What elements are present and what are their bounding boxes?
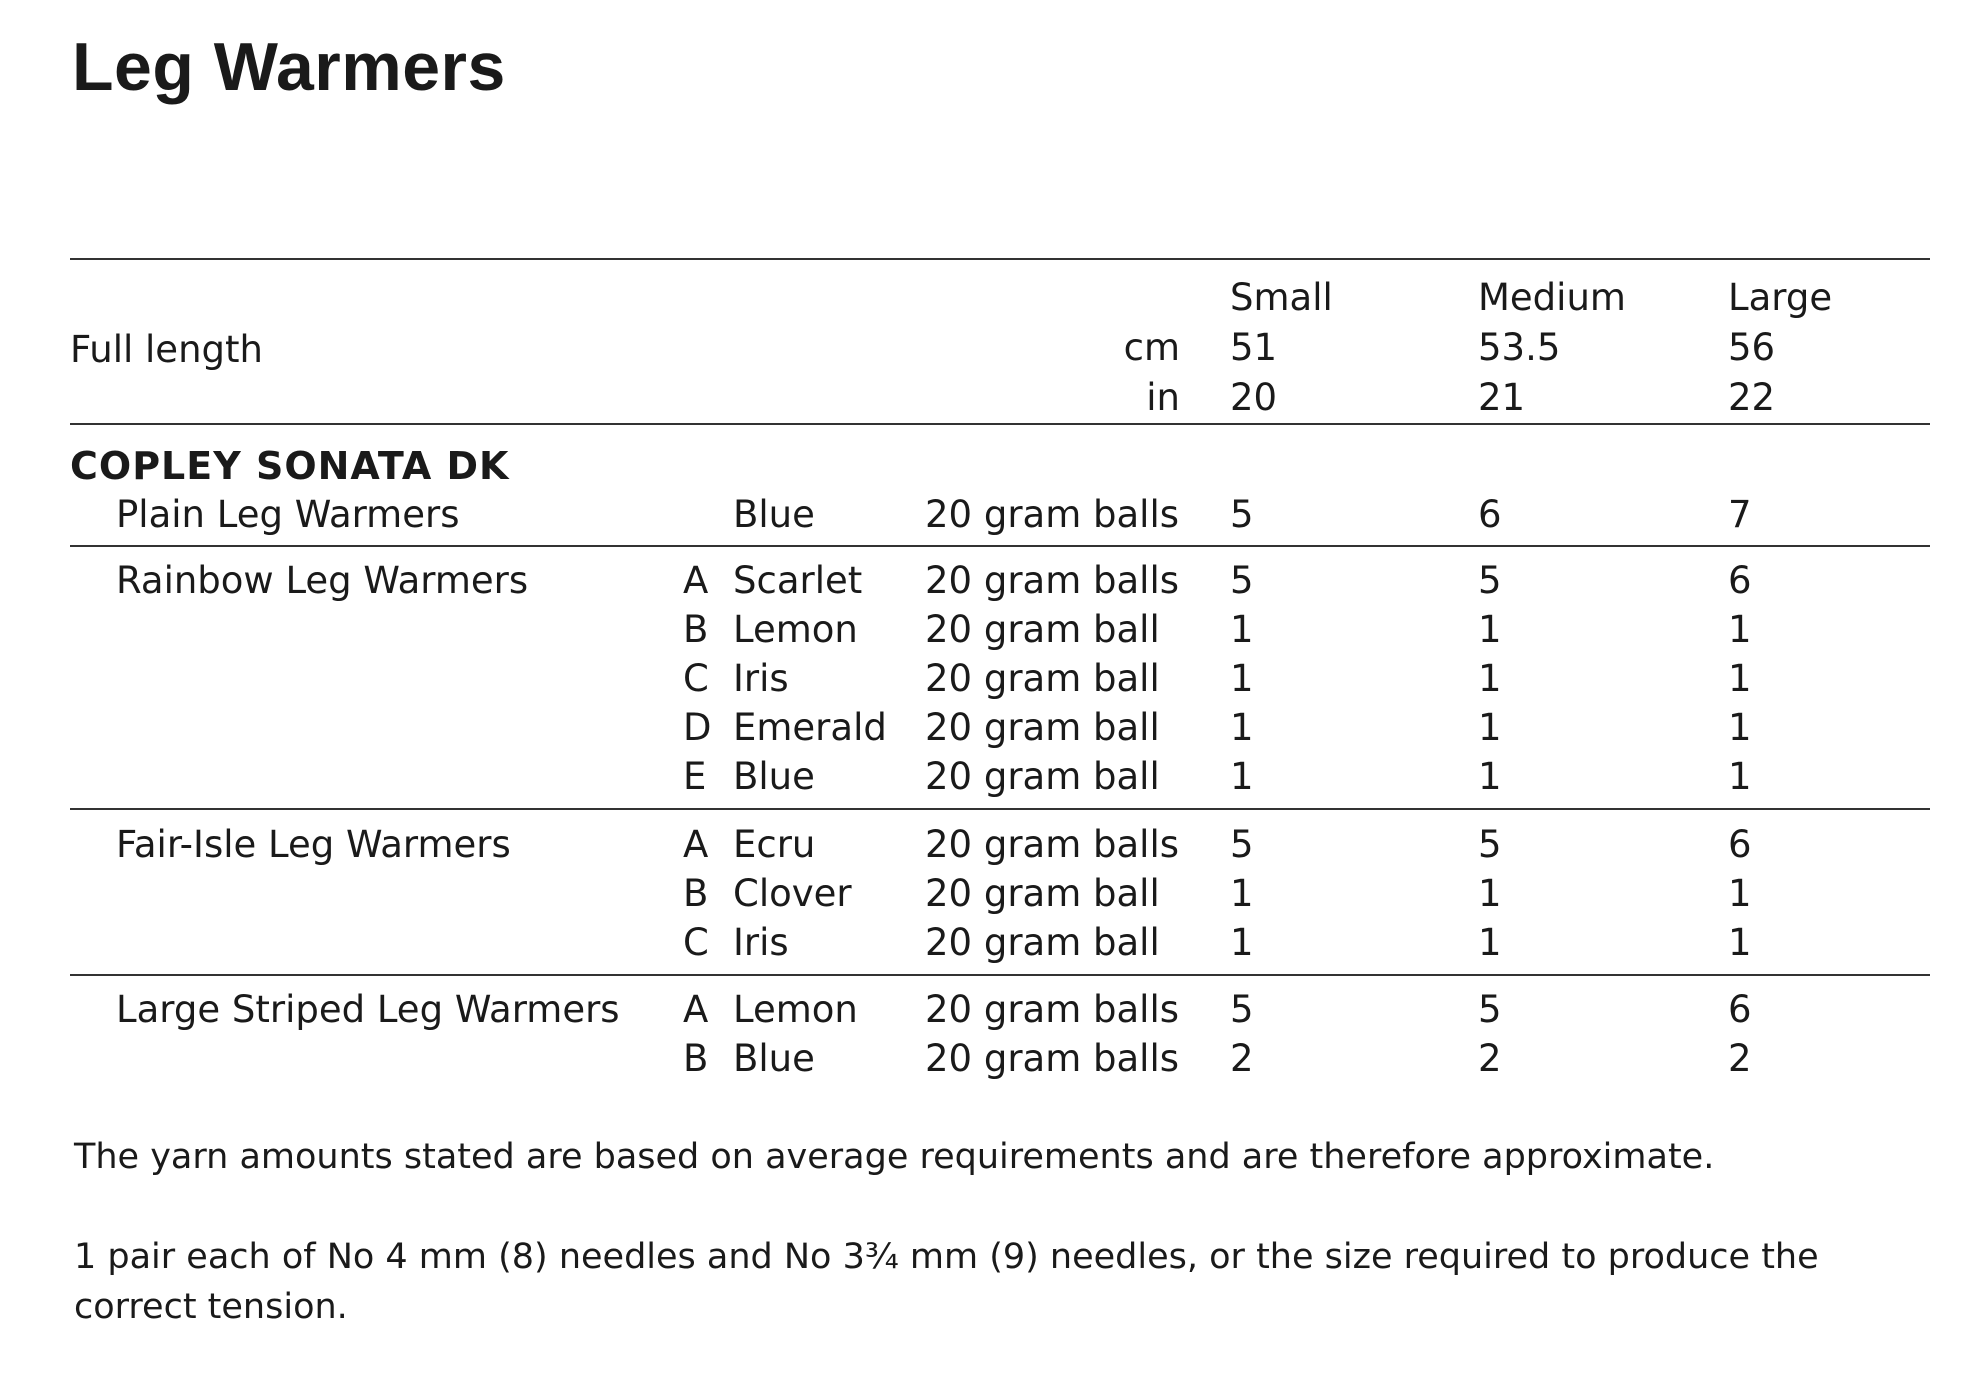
row-letter: B — [683, 872, 709, 915]
row-value-small: 5 — [1230, 988, 1254, 1031]
row-letter: B — [683, 608, 709, 651]
row-value-small: 1 — [1230, 608, 1254, 651]
row-letter: C — [683, 921, 709, 964]
row-value-medium: 1 — [1478, 608, 1502, 651]
row-letter: E — [683, 755, 707, 798]
full-length-in-large: 22 — [1728, 376, 1776, 419]
full-length-in-small: 20 — [1230, 376, 1278, 419]
yarn-note: The yarn amounts stated are based on average requirements and are therefore approximate. — [74, 1137, 1715, 1177]
row-unit: 20 gram balls — [925, 823, 1180, 866]
row-value-medium: 1 — [1478, 755, 1502, 798]
row-unit: 20 gram ball — [925, 608, 1160, 651]
full-length-cm-small: 51 — [1230, 326, 1278, 369]
row-value-small: 5 — [1230, 559, 1254, 602]
table-rule — [70, 545, 1930, 547]
full-length-label: Full length — [70, 328, 263, 371]
row-letter: A — [683, 988, 709, 1031]
row-unit: 20 gram ball — [925, 872, 1160, 915]
size-header-medium: Medium — [1478, 276, 1626, 319]
row-value-large: 1 — [1728, 872, 1752, 915]
row-unit: 20 gram ball — [925, 706, 1160, 749]
row-value-medium: 1 — [1478, 657, 1502, 700]
row-value-large: 7 — [1728, 493, 1752, 536]
row-value-medium: 5 — [1478, 988, 1502, 1031]
row-unit: 20 gram ball — [925, 657, 1160, 700]
row-value-medium: 5 — [1478, 559, 1502, 602]
row-letter: A — [683, 823, 709, 866]
row-colour: Iris — [733, 921, 789, 964]
needles-note-line-1: 1 pair each of No 4 mm (8) needles and No 3¾ mm (9) needles, or the size required to produce the — [74, 1237, 1819, 1277]
row-unit: 20 gram ball — [925, 921, 1160, 964]
row-unit: 20 gram balls — [925, 1037, 1180, 1080]
full-length-cm-medium: 53.5 — [1478, 326, 1561, 369]
table-top-rule — [70, 258, 1930, 260]
group-name-large-striped: Large Striped Leg Warmers — [116, 988, 620, 1031]
yarn-brand-heading: COPLEY SONATA DK — [70, 444, 510, 488]
row-unit: 20 gram balls — [925, 559, 1180, 602]
group-name-rainbow: Rainbow Leg Warmers — [116, 559, 529, 602]
table-rule — [70, 808, 1930, 810]
row-value-large: 1 — [1728, 657, 1752, 700]
row-unit: 20 gram balls — [925, 988, 1180, 1031]
row-letter: B — [683, 1037, 709, 1080]
needles-note-line-2: correct tension. — [74, 1287, 348, 1327]
row-value-small: 2 — [1230, 1037, 1254, 1080]
row-colour: Blue — [733, 1037, 815, 1080]
row-value-large: 6 — [1728, 988, 1752, 1031]
row-value-large: 1 — [1728, 706, 1752, 749]
row-value-large: 1 — [1728, 608, 1752, 651]
row-value-large: 1 — [1728, 755, 1752, 798]
row-value-small: 1 — [1230, 755, 1254, 798]
row-value-medium: 1 — [1478, 706, 1502, 749]
row-colour: Ecru — [733, 823, 816, 866]
row-value-medium: 6 — [1478, 493, 1502, 536]
full-length-cm-large: 56 — [1728, 326, 1776, 369]
page-title: Leg Warmers — [72, 29, 506, 105]
group-name-fair-isle: Fair-Isle Leg Warmers — [116, 823, 511, 866]
row-colour: Blue — [733, 493, 815, 536]
row-colour: Emerald — [733, 706, 887, 749]
row-value-large: 2 — [1728, 1037, 1752, 1080]
row-colour: Lemon — [733, 988, 858, 1031]
row-colour: Scarlet — [733, 559, 863, 602]
group-name-plain: Plain Leg Warmers — [116, 493, 460, 536]
row-value-small: 1 — [1230, 921, 1254, 964]
row-colour: Blue — [733, 755, 815, 798]
row-value-medium: 2 — [1478, 1037, 1502, 1080]
row-unit: 20 gram balls — [925, 493, 1180, 536]
row-value-medium: 1 — [1478, 921, 1502, 964]
size-header-small: Small — [1230, 276, 1333, 319]
full-length-in-unit: in — [1146, 376, 1180, 419]
row-value-small: 1 — [1230, 706, 1254, 749]
full-length-in-medium: 21 — [1478, 376, 1526, 419]
row-unit: 20 gram ball — [925, 755, 1160, 798]
row-value-small: 1 — [1230, 872, 1254, 915]
row-letter: A — [683, 559, 709, 602]
row-value-small: 5 — [1230, 823, 1254, 866]
row-letter: D — [683, 706, 712, 749]
row-value-small: 5 — [1230, 493, 1254, 536]
table-rule — [70, 974, 1930, 976]
size-header-large: Large — [1728, 276, 1833, 319]
row-value-small: 1 — [1230, 657, 1254, 700]
row-value-large: 6 — [1728, 823, 1752, 866]
full-length-cm-unit: cm — [1123, 326, 1180, 369]
row-letter: C — [683, 657, 709, 700]
table-rule — [70, 423, 1930, 425]
row-value-medium: 1 — [1478, 872, 1502, 915]
row-value-large: 1 — [1728, 921, 1752, 964]
row-value-large: 6 — [1728, 559, 1752, 602]
row-colour: Iris — [733, 657, 789, 700]
row-value-medium: 5 — [1478, 823, 1502, 866]
row-colour: Clover — [733, 872, 852, 915]
row-colour: Lemon — [733, 608, 858, 651]
